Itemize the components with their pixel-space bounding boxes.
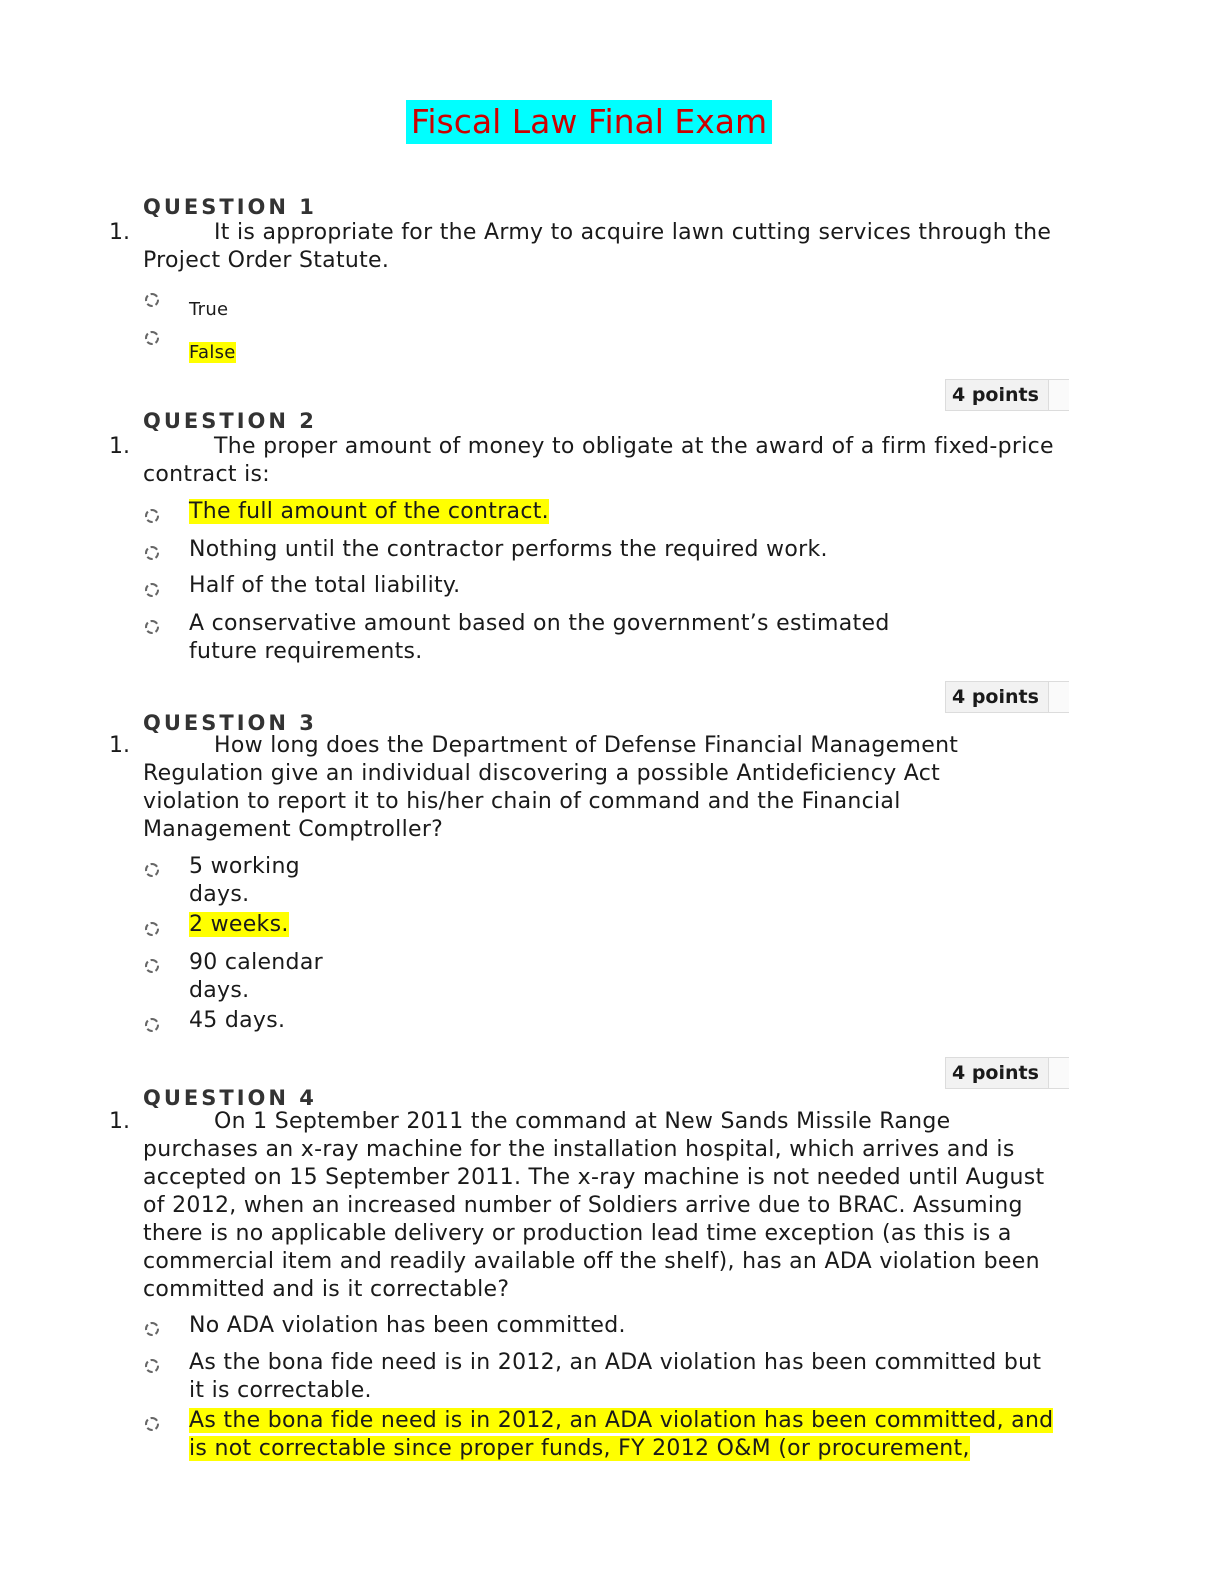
question-1-points-box [945,379,1069,411]
points-cell [1048,380,1069,410]
question-2-option-3-radio[interactable] [145,583,159,597]
question-2-option-1[interactable] [189,498,549,526]
question-4-option-3[interactable] [189,1407,1069,1463]
question-3-number: 1. [109,733,130,758]
question-1-option-1[interactable]: True [189,299,229,320]
question-2-number: 1. [109,434,130,459]
question-2-points-box [945,681,1069,713]
question-2-heading: QUESTION 2 [143,409,317,433]
question-1-heading: QUESTION 1 [143,195,317,219]
question-2-option-4[interactable]: A conservative amount based on the government’s estimated future requirements. [189,611,890,664]
question-1-points: 4 points [946,380,1048,410]
question-4-option-3-radio[interactable] [145,1417,159,1431]
question-4-option-1-radio[interactable] [145,1322,159,1336]
question-4-option-2[interactable]: As the bona fide need is in 2012, an ADA violation has been committed but it is correctable. [189,1350,1042,1403]
highlighted-answer: The full amount of the contract. [189,499,549,524]
question-3-option-1-radio[interactable] [145,863,159,877]
highlighted-answer: False [189,342,236,363]
question-4-option-1[interactable]: No ADA violation has been committed. [189,1313,626,1338]
question-4-option-2-radio[interactable] [145,1359,159,1373]
highlighted-answer: As the bona fide need is in 2012, an ADA violation has been committed, and is not correctable since proper funds, FY 2012 O&M (or procurement, [189,1408,1054,1461]
question-2-option-1-radio[interactable] [145,509,159,523]
question-2-option-3[interactable]: Half of the total liability. [189,573,461,598]
question-3-points-box [945,1057,1069,1089]
question-3-option-4-radio[interactable] [145,1018,159,1032]
question-4-heading: QUESTION 4 [143,1086,317,1110]
question-3-option-3[interactable]: 90 calendar days. [189,950,323,1003]
question-2-text: The proper amount of money to obligate at the award of a firm fixed-price contract is: [143,434,1054,487]
question-2-points: 4 points [946,682,1048,712]
page-title: Fiscal Law Final Exam [406,100,772,144]
question-3-option-3-radio[interactable] [145,959,159,973]
question-3-option-4[interactable]: 45 days. [189,1008,286,1033]
question-1-option-2[interactable] [189,341,236,365]
question-3-option-1[interactable]: 5 working days. [189,854,300,907]
question-3-text: How long does the Department of Defense Financial Management Regulation give an individual discovering a possible Antideficiency Act violation to report it to his/her chain of command and the Financial Management Comptroller? [143,733,959,842]
question-1-option-2-radio[interactable] [145,331,159,345]
question-2-option-2[interactable]: Nothing until the contractor performs the required work. [189,537,828,562]
question-3-option-2-radio[interactable] [145,922,159,936]
question-1-number: 1. [109,220,130,245]
highlighted-answer: 2 weeks. [189,912,289,937]
points-cell [1048,682,1069,712]
points-cell [1048,1058,1069,1088]
question-1-option-1-radio[interactable] [145,293,159,307]
question-3-points: 4 points [946,1058,1048,1088]
question-3-option-2[interactable] [189,911,289,939]
question-1-text: It is appropriate for the Army to acquire lawn cutting services through the Project Order Statute. [143,220,1052,273]
question-2-option-2-radio[interactable] [145,546,159,560]
question-4-number: 1. [109,1109,130,1134]
question-2-option-4-radio[interactable] [145,620,159,634]
question-4-text: On 1 September 2011 the command at New Sands Missile Range purchases an x-ray machine for the installation hospital, which arrives and is accepted on 15 September 2011. The x-ray machine is not needed until August of 2012, when an increased number of Soldiers arrive due to BRAC. Assuming there is no applicable delivery or production lead time exception (as this is a commercial item and readily available off the shelf), has an ADA violation been committed and is it correctable? [143,1109,1045,1302]
question-3-heading: QUESTION 3 [143,711,317,735]
